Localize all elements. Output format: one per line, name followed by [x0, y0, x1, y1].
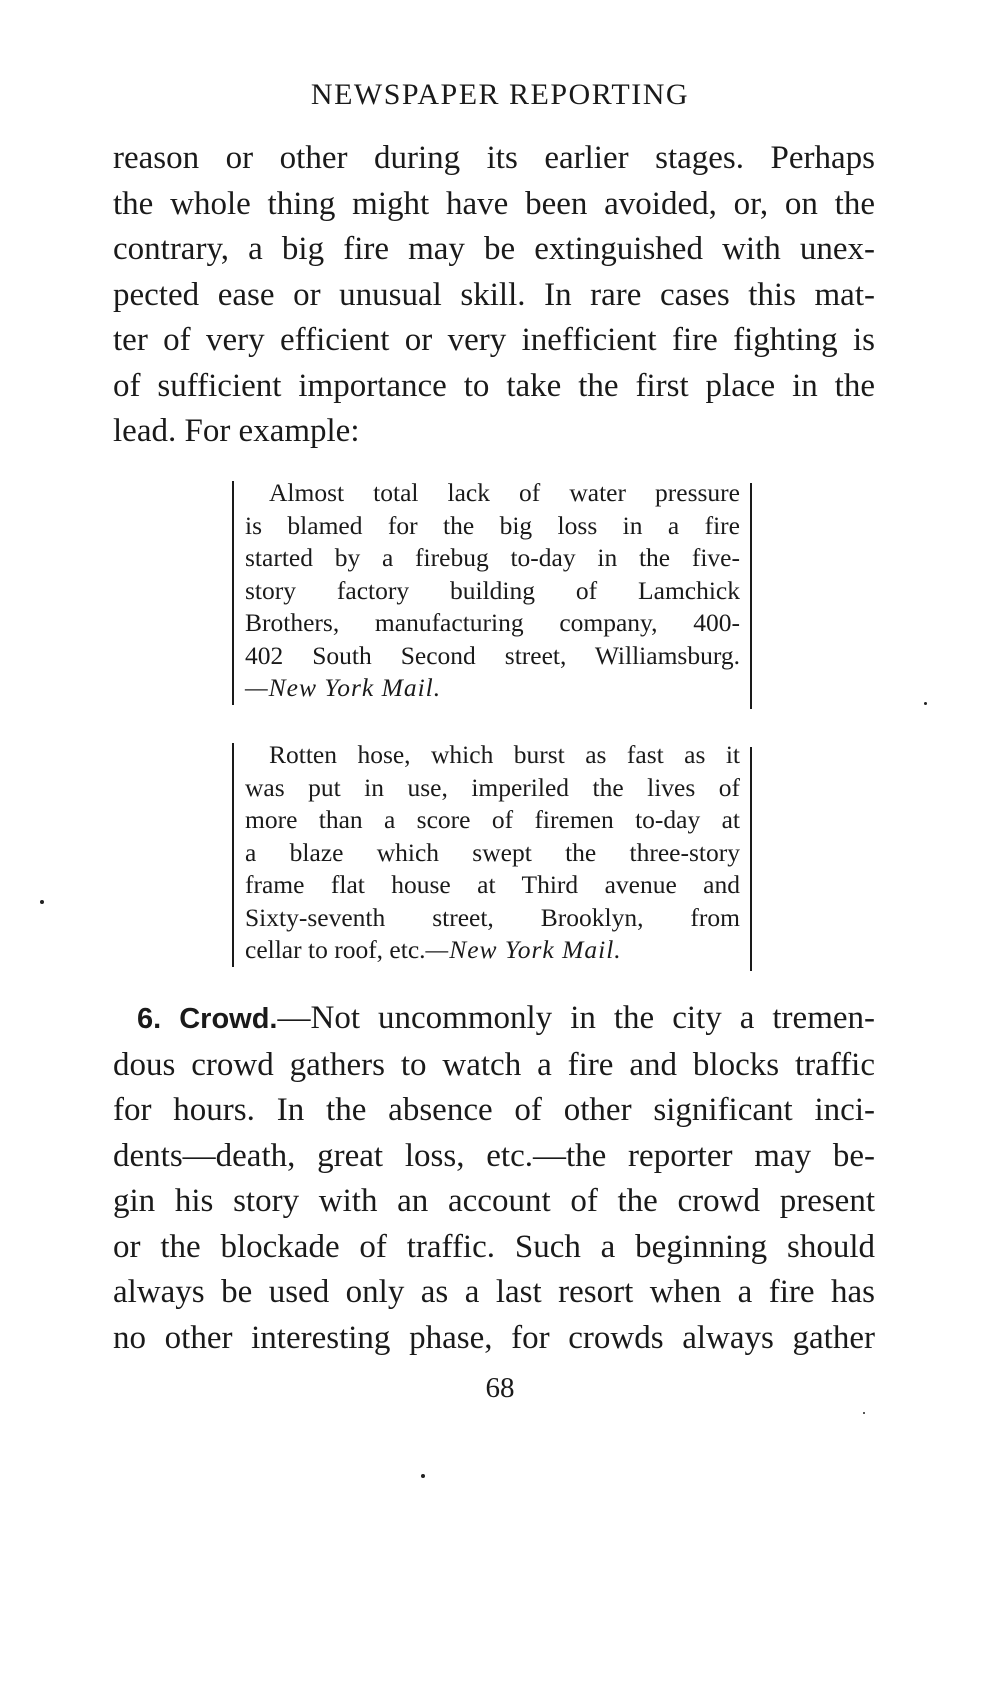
example-quote-1 [232, 477, 752, 705]
page-number: 68 [485, 1372, 515, 1404]
quote-line: 402 South Second street, Williamsburg. [245, 640, 740, 670]
quote-rule-right [750, 483, 752, 709]
quote-line: started by a firebug to-day in the five- [245, 543, 740, 572]
quote-line [245, 934, 740, 967]
text-line: or the blockade of traffic. Such a beginning should [113, 1228, 875, 1265]
text-line: contrary, a big fire may be extinguished with unex- [113, 231, 875, 267]
ink-speck [924, 702, 927, 705]
quote-line: Rotten hose, which burst as fast as it [269, 740, 740, 769]
text-line: always be used only as a last resort when a fire has [113, 1274, 875, 1310]
text-line: ter of very efficient or very inefficient fire fighting is [113, 322, 875, 358]
quote-line: frame flat house at Third avenue and [245, 870, 740, 899]
section-heading: Crowd. [179, 1003, 278, 1035]
quote-rule-left [232, 743, 234, 967]
quote-line: a blaze which swept the three-story [245, 837, 740, 867]
quote-line: Brothers, manufacturing company, 400- [245, 608, 740, 637]
text-line: dents—death, great loss, etc.—the reporter may be- [113, 1137, 875, 1174]
quote-source: —New York Mail. [245, 673, 442, 702]
quote-line: was put in use, imperiled the lives of [245, 772, 740, 802]
quote-line: Almost total lack of water pressure [269, 478, 740, 507]
ink-speck [40, 900, 44, 904]
text-line: dous crowd gathers to watch a fire and blocks traffic [113, 1046, 875, 1083]
text-line: no other interesting phase, for crowds always gather [113, 1319, 875, 1356]
ink-speck [421, 1474, 425, 1478]
example-quote-2 [232, 739, 752, 967]
text-line: pected ease or unusual skill. In rare cases this mat- [113, 276, 875, 313]
ink-speck [863, 1412, 865, 1414]
quote-line: is blamed for the big loss in a fire [245, 510, 740, 540]
quote-line: more than a score of firemen to-day at [245, 805, 740, 834]
quote-rule-right [750, 747, 752, 971]
section-first-line-text: —Not uncommonly in the city a tremen- [277, 1000, 875, 1036]
quote-line: Sixty-seventh street, Brooklyn, from [245, 902, 740, 932]
quote-source: —New York Mail. [425, 935, 622, 964]
quote-line: story factory building of Lamchick [245, 575, 740, 605]
text-line: for hours. In the absence of other significant inci- [113, 1092, 875, 1128]
text-line: of sufficient importance to take the first place in the [113, 367, 875, 404]
running-head: NEWSPAPER REPORTING [310, 78, 690, 111]
section-number: 6. [137, 1003, 162, 1035]
text-line: the whole thing might have been avoided, or, on the [113, 185, 875, 222]
text-line: reason or other during its earlier stages. Perhaps [113, 140, 875, 176]
quote-last-line-text: cellar to roof, etc. [245, 935, 426, 964]
section-first-line [113, 996, 875, 1043]
text-line: lead. For example: [113, 413, 360, 449]
section-crowd [113, 996, 875, 1361]
text-line: gin his story with an account of the crowd present [113, 1183, 875, 1219]
paragraph-top [113, 136, 875, 455]
quote-rule-left [232, 481, 234, 705]
